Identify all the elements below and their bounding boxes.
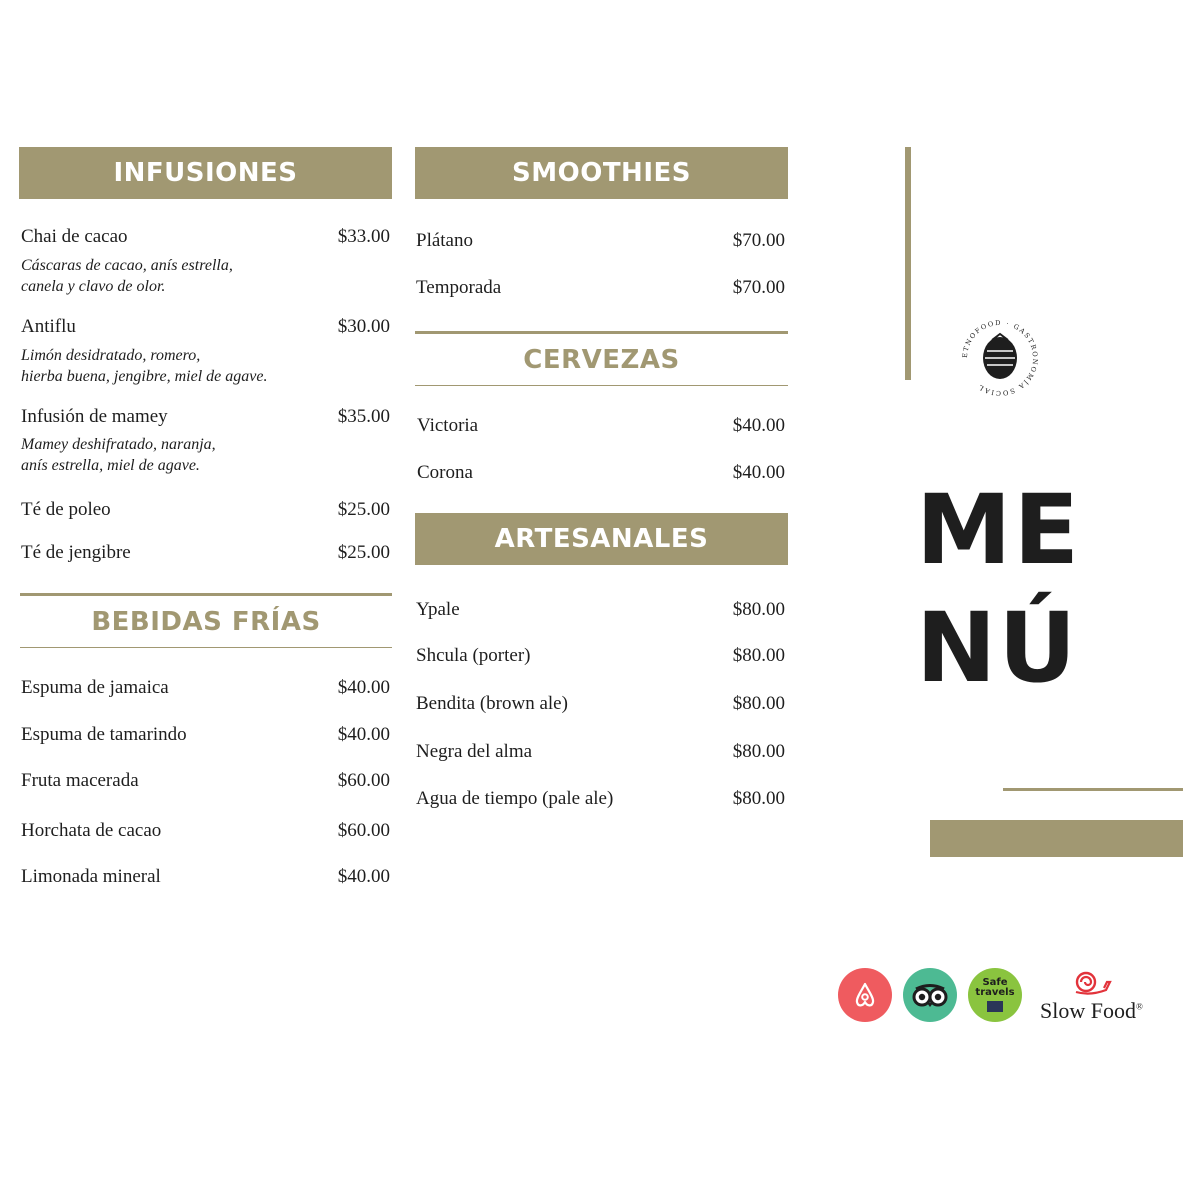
item-price: $80.00: [732, 741, 785, 762]
safe-travels-icon: Safe travels: [975, 977, 1015, 998]
infusiones-title: INFUSIONES: [113, 158, 298, 188]
safe-travels-badge: [968, 968, 1022, 1022]
item-name: Victoria: [417, 415, 479, 436]
item-price: $80.00: [732, 693, 785, 714]
slow-food-logo: [1040, 968, 1160, 1024]
item-name: Chai de cacao: [21, 226, 128, 247]
item-price: $35.00: [337, 406, 390, 427]
menu-item: [21, 724, 390, 746]
vertical-accent-line: [905, 147, 911, 380]
logo-emblem-icon: [955, 318, 1045, 398]
item-price: $70.00: [732, 277, 785, 298]
item-name: Limonada mineral: [21, 866, 161, 887]
item-name: Plátano: [416, 230, 473, 251]
smoothies-title: SMOOTHIES: [512, 158, 691, 188]
item-price: $60.00: [337, 770, 390, 791]
cervezas-header: [415, 331, 788, 386]
menu-item: [21, 542, 390, 564]
item-price: $40.00: [732, 415, 785, 436]
item-price: $80.00: [732, 599, 785, 620]
item-price: $40.00: [337, 677, 390, 698]
thick-accent-bar: [930, 820, 1183, 857]
item-name: Infusión de mamey: [21, 406, 168, 427]
menu-item: [21, 770, 390, 792]
item-description: Cáscaras de cacao, anís estrella, canela y clavo de olor.: [21, 257, 233, 295]
safe-travels-seal: [987, 1001, 1003, 1012]
menu-item: [417, 415, 785, 437]
bebidas-frias-header: [20, 593, 392, 648]
item-name: Antiflu: [21, 316, 76, 337]
item-name: Shcula (porter): [416, 645, 531, 666]
menu-item: [417, 462, 785, 484]
smoothies-header: [415, 147, 788, 199]
item-name: Negra del alma: [416, 741, 533, 762]
svg-text:ETNOFOOD · GASTRONOMÍA SOCIAL: ETNOFOOD · GASTRONOMÍA SOCIAL: [960, 318, 1040, 398]
menu-item: [416, 230, 785, 252]
item-name: Horchata de cacao: [21, 820, 162, 841]
item-name: Bendita (brown ale): [416, 693, 568, 714]
item-price: $80.00: [732, 788, 785, 809]
cervezas-title: CERVEZAS: [523, 344, 680, 375]
menu-item: [21, 499, 390, 521]
item-price: $25.00: [337, 542, 390, 563]
item-price: $40.00: [337, 724, 390, 745]
item-name: Té de poleo: [21, 499, 111, 520]
item-description: Limón desidratado, romero, hierba buena, jengibre, miel de agave.: [21, 347, 268, 385]
item-price: $40.00: [337, 866, 390, 887]
airbnb-badge: [838, 968, 892, 1022]
item-price: $30.00: [337, 316, 390, 337]
menu-item: [416, 599, 785, 621]
menu-item: [21, 866, 390, 888]
menu-item: [21, 406, 390, 428]
menu-item: [21, 677, 390, 699]
item-price: $33.00: [337, 226, 390, 247]
artesanales-header: [415, 513, 788, 565]
item-name: Espuma de jamaica: [21, 677, 169, 698]
artesanales-title: ARTESANALES: [494, 524, 709, 554]
item-price: $40.00: [732, 462, 785, 483]
thin-accent-line: [1003, 788, 1183, 791]
menu-item: [416, 277, 785, 299]
item-price: $60.00: [337, 820, 390, 841]
item-price: $25.00: [337, 499, 390, 520]
item-name: Espuma de tamarindo: [21, 724, 187, 745]
airbnb-icon: [850, 980, 880, 1010]
item-price: $80.00: [732, 645, 785, 666]
menu-item: [416, 693, 785, 715]
infusiones-header: [19, 147, 392, 199]
item-name: Agua de tiempo (pale ale): [416, 788, 614, 809]
menu-item: [21, 226, 390, 248]
menu-title-line1: ME: [916, 474, 1082, 586]
menu-title-line2: NÚ: [916, 592, 1079, 704]
item-description: Mamey deshifratado, naranja, anís estrella, miel de agave.: [21, 436, 216, 474]
etnofood-logo: [955, 318, 1045, 398]
bebidas-frias-title: BEBIDAS FRÍAS: [91, 606, 321, 637]
menu-item: [416, 645, 785, 667]
slow-food-text: Slow Food®: [1040, 998, 1143, 1023]
slow-food-icon: [1070, 968, 1114, 998]
item-name: Temporada: [416, 277, 502, 298]
menu-item: [416, 788, 785, 810]
menu-item: [416, 741, 785, 763]
item-name: Corona: [417, 462, 473, 483]
item-price: $70.00: [732, 230, 785, 251]
tripadvisor-badge: [903, 968, 957, 1022]
item-name: Té de jengibre: [21, 542, 131, 563]
item-name: Fruta macerada: [21, 770, 139, 791]
menu-item: [21, 316, 390, 338]
item-name: Ypale: [416, 599, 460, 620]
menu-item: [21, 820, 390, 842]
tripadvisor-icon: [910, 980, 950, 1010]
